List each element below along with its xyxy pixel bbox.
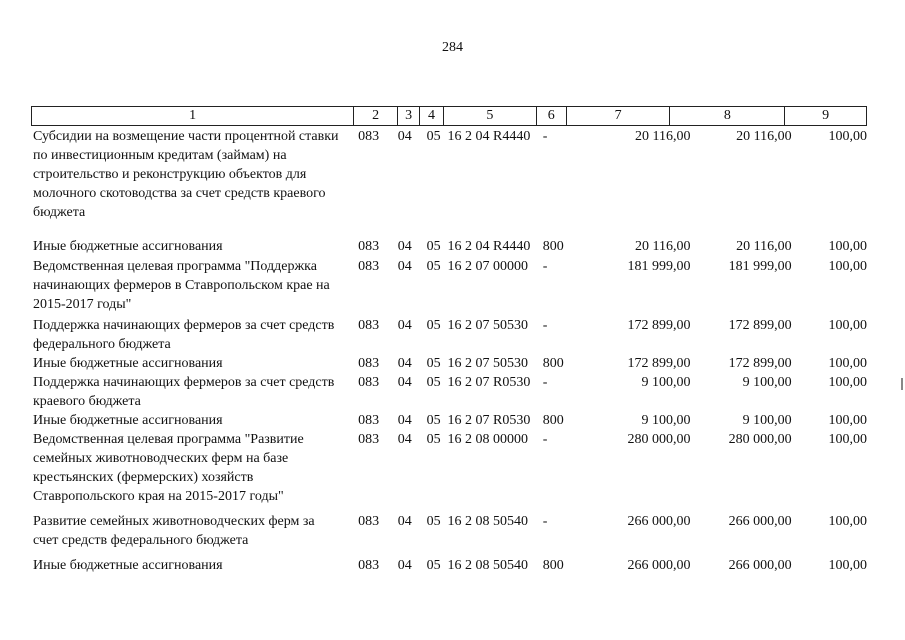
- row-fact: 172 899,00: [728, 318, 792, 333]
- row-name: Иные бюджетные ассигнования: [33, 413, 223, 428]
- row-code-admin: 083: [358, 129, 380, 144]
- row-fact: 266 000,00: [728, 514, 792, 529]
- row-code-admin: 083: [358, 558, 380, 573]
- header-col-9: 9: [822, 108, 830, 123]
- table-row: [31, 354, 871, 373]
- row-fact: 20 116,00: [736, 239, 792, 254]
- row-code-admin: 083: [358, 375, 380, 390]
- row-code-section: 04: [397, 413, 412, 428]
- row-code-type: -: [542, 318, 548, 333]
- row-percent: 100,00: [828, 375, 867, 390]
- row-code-type: -: [542, 375, 548, 390]
- scan-mark: [901, 378, 903, 390]
- row-code-subsection: 05: [426, 432, 441, 447]
- row-code-target: 16 2 07 R0530: [447, 413, 531, 428]
- row-code-section: 04: [397, 375, 412, 390]
- row-percent: 100,00: [828, 514, 867, 529]
- row-code-admin: 083: [358, 514, 380, 529]
- row-fact: 20 116,00: [736, 129, 792, 144]
- table-row: [31, 237, 871, 256]
- row-name: Ведомственная целевая программа "Развитие семейных животноводческих ферм на базе крестьянских (фермерских) хозяйств Ставропольского края на 2015-2017 годы": [33, 432, 304, 504]
- row-code-subsection: 05: [426, 356, 441, 371]
- row-percent: 100,00: [828, 432, 867, 447]
- row-code-type: -: [542, 259, 548, 274]
- row-fact: 9 100,00: [742, 375, 792, 390]
- row-fact: 280 000,00: [728, 432, 792, 447]
- row-percent: 100,00: [828, 129, 867, 144]
- table-row: [31, 316, 871, 354]
- header-col-1: 1: [32, 107, 354, 125]
- row-code-type: 800: [542, 239, 564, 254]
- row-name: Поддержка начинающих фермеров за счет средств краевого бюджета: [33, 375, 335, 409]
- table-header: [31, 106, 867, 126]
- row-code-target: 16 2 07 50530: [447, 318, 529, 333]
- row-code-section: 04: [397, 239, 412, 254]
- row-code-target: 16 2 08 50540: [447, 514, 529, 529]
- row-code-admin: 083: [358, 239, 380, 254]
- row-code-type: -: [542, 514, 548, 529]
- row-code-admin: 083: [358, 413, 380, 428]
- table-row: [31, 430, 871, 506]
- row-plan: 9 100,00: [641, 375, 691, 390]
- row-code-section: 04: [397, 318, 412, 333]
- row-code-subsection: 05: [426, 375, 441, 390]
- row-name: Развитие семейных животноводческих ферм за счет средств федерального бюджета: [33, 514, 315, 548]
- row-fact: 181 999,00: [728, 259, 792, 274]
- row-code-section: 04: [397, 558, 412, 573]
- row-plan: 20 116,00: [635, 239, 691, 254]
- row-percent: 100,00: [828, 356, 867, 371]
- row-name: Ведомственная целевая программа "Поддержка начинающих фермеров в Ставропольском крае на 2015-2017 годы": [33, 259, 330, 312]
- row-code-admin: 083: [358, 432, 380, 447]
- header-col-2: 2: [354, 107, 398, 125]
- row-plan: 280 000,00: [627, 432, 691, 447]
- row-code-section: 04: [397, 129, 412, 144]
- row-name: Субсидии на возмещение части процентной ставки по инвестиционным кредитам (займам) на строительство и реконструкцию объектов для молочного скотоводства за счет средств краевого бюджета: [33, 129, 339, 220]
- row-fact: 9 100,00: [742, 413, 792, 428]
- page-number: 284: [442, 40, 463, 55]
- row-code-section: 04: [397, 432, 412, 447]
- table-row: [31, 512, 871, 550]
- header-col-7: 7: [567, 107, 671, 125]
- row-code-subsection: 05: [426, 318, 441, 333]
- row-name: Иные бюджетные ассигнования: [33, 356, 223, 371]
- row-code-section: 04: [397, 514, 412, 529]
- row-percent: 100,00: [828, 318, 867, 333]
- row-fact: 172 899,00: [728, 356, 792, 371]
- row-code-type: -: [542, 129, 548, 144]
- row-name: Поддержка начинающих фермеров за счет средств федерального бюджета: [33, 318, 335, 352]
- row-plan: 266 000,00: [627, 514, 691, 529]
- row-code-type: 800: [542, 558, 564, 573]
- row-code-target: 16 2 04 R4440: [447, 129, 531, 144]
- row-code-target: 16 2 07 50530: [447, 356, 529, 371]
- header-col-6: 6: [537, 107, 567, 125]
- row-code-subsection: 05: [426, 558, 441, 573]
- row-plan: 266 000,00: [627, 558, 691, 573]
- row-percent: 100,00: [828, 413, 867, 428]
- row-code-admin: 083: [358, 259, 380, 274]
- row-code-type: 800: [542, 356, 564, 371]
- row-plan: 172 899,00: [627, 318, 691, 333]
- table-row: [31, 257, 871, 314]
- row-code-section: 04: [397, 356, 412, 371]
- row-plan: 172 899,00: [627, 356, 691, 371]
- header-col-4: 4: [420, 107, 444, 125]
- row-code-type: 800: [542, 413, 564, 428]
- row-fact: 266 000,00: [728, 558, 792, 573]
- row-plan: 181 999,00: [627, 259, 691, 274]
- row-code-target: 16 2 07 R0530: [447, 375, 531, 390]
- row-code-admin: 083: [358, 318, 380, 333]
- table-row: [31, 556, 871, 575]
- table-body: [31, 127, 871, 575]
- row-code-admin: 083: [358, 356, 380, 371]
- row-percent: 100,00: [828, 239, 867, 254]
- row-plan: 20 116,00: [635, 129, 691, 144]
- row-code-subsection: 05: [426, 259, 441, 274]
- header-col-5: 5: [444, 107, 537, 125]
- row-percent: 100,00: [828, 558, 867, 573]
- row-code-target: 16 2 08 00000: [447, 432, 529, 447]
- header-col-8: 8: [670, 107, 785, 125]
- table-row: [31, 411, 871, 430]
- table-row: [31, 127, 871, 222]
- row-code-target: 16 2 04 R4440: [447, 239, 531, 254]
- row-name: Иные бюджетные ассигнования: [33, 239, 223, 254]
- row-code-subsection: 05: [426, 413, 441, 428]
- row-code-type: -: [542, 432, 548, 447]
- row-plan: 9 100,00: [641, 413, 691, 428]
- row-code-target: 16 2 08 50540: [447, 558, 529, 573]
- row-name: Иные бюджетные ассигнования: [33, 558, 223, 573]
- table-row: [31, 373, 871, 411]
- header-col-3: 3: [398, 107, 420, 125]
- row-code-target: 16 2 07 00000: [447, 259, 529, 274]
- row-percent: 100,00: [828, 259, 867, 274]
- row-code-subsection: 05: [426, 514, 441, 529]
- row-code-section: 04: [397, 259, 412, 274]
- row-code-subsection: 05: [426, 129, 441, 144]
- row-code-subsection: 05: [426, 239, 441, 254]
